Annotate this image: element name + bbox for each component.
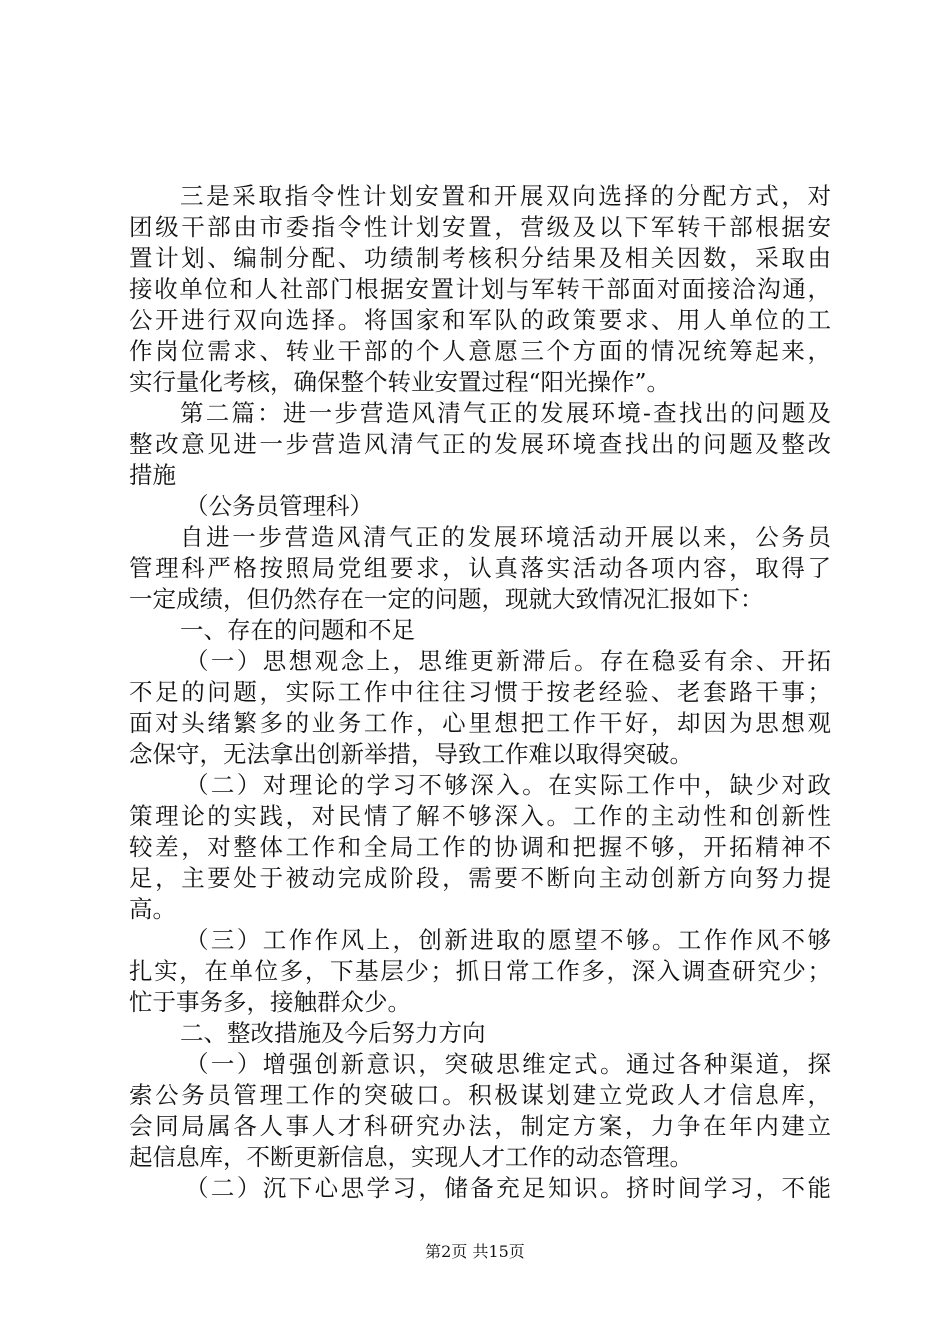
text-line: （一）思想观念上，思维更新滞后。存在稳妥有余、开拓: [185, 647, 831, 675]
section-heading: 措施: [129, 461, 176, 489]
text-line: 管理科严格按照局党组要求，认真落实活动各项内容，取得了: [129, 554, 831, 582]
section-heading: 整改意见进一步营造风清气正的发展环境查找出的问题及整改: [129, 430, 831, 458]
text-line: 公开进行双向选择。将国家和军队的政策要求、用人单位的工: [129, 306, 831, 334]
text-line: 会同局属各人事人才科研究办法，制定方案，力争在年内建立: [129, 1112, 831, 1140]
text-line: 实行量化考核，确保整个转业安置过程“阳光操作”。: [129, 368, 671, 396]
text-line: 高。: [129, 895, 176, 923]
text-line: （一）增强创新意识，突破思维定式。通过各种渠道，探: [185, 1050, 831, 1078]
text-line: 扎实，在单位多，下基层少；抓日常工作多，深入调查研究少；: [129, 957, 831, 985]
text-line: 三是采取指令性计划安置和开展双向选择的分配方式，对: [180, 182, 831, 210]
text-line: 起信息库，不断更新信息，实现人才工作的动态管理。: [129, 1143, 693, 1171]
text-line: 忙于事务多，接触群众少。: [129, 988, 411, 1016]
text-line: 足，主要处于被动完成阶段，需要不断向主动创新方向努力提: [129, 864, 831, 892]
text-line: 一定成绩，但仍然存在一定的问题，现就大致情况汇报如下：: [129, 585, 764, 613]
text-line: 团级干部由市委指令性计划安置，营级及以下军转干部根据安: [129, 213, 831, 241]
text-line: 作岗位需求、转业干部的个人意愿三个方面的情况统筹起来，: [129, 337, 831, 365]
subsection-heading: 二、整改措施及今后努力方向: [180, 1019, 486, 1047]
text-line: 较差，对整体工作和全局工作的协调和把握不够，开拓精神不: [129, 833, 831, 861]
page-number: 第2页 共15页: [425, 1242, 525, 1261]
text-line: 策理论的实践，对民情了解不够深入。工作的主动性和创新性: [129, 802, 831, 830]
text-line: 念保守，无法拿出创新举措，导致工作难以取得突破。: [129, 740, 693, 768]
text-line: （二）对理论的学习不够深入。在实际工作中，缺少对政: [185, 771, 831, 799]
section-heading: 第二篇：进一步营造风清气正的发展环境-查找出的问题及: [180, 399, 831, 427]
text-line: 自进一步营造风清气正的发展环境活动开展以来，公务员: [180, 523, 831, 551]
text-line: 面对头绪繁多的业务工作，心里想把工作干好，却因为思想观: [129, 709, 831, 737]
text-line: 索公务员管理工作的突破口。积极谋划建立党政人才信息库，: [129, 1081, 831, 1109]
text-line: 接收单位和人社部门根据安置计划与军转干部面对面接洽沟通，: [129, 275, 831, 303]
subsection-heading: 一、存在的问题和不足: [180, 616, 415, 644]
text-line: 置计划、编制分配、功绩制考核积分结果及相关因数，采取由: [129, 244, 831, 272]
department-label: （公务员管理科）: [185, 492, 373, 520]
text-line: 不足的问题，实际工作中往往习惯于按老经验、老套路干事；: [129, 678, 831, 706]
text-line: （三）工作作风上，创新进取的愿望不够。工作作风不够: [185, 926, 831, 954]
text-line: （二）沉下心思学习，储备充足知识。挤时间学习，不能: [185, 1174, 831, 1202]
